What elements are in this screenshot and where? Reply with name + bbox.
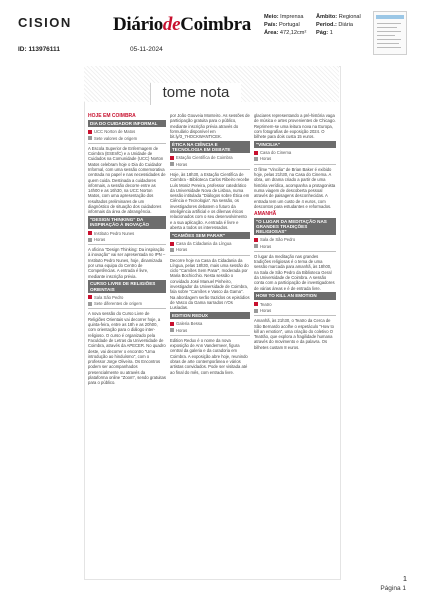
clock-icon [254,157,258,161]
venue-label: Sala São Pedro [94,294,124,300]
headline-religioes: CURSO LIVRE DE RELIGIÕES ORIENTAIS [88,280,166,292]
venue-label: Galeria Bessa [176,321,203,327]
time-label: Horas [260,307,272,313]
time-label: Horas [176,327,188,333]
ambito-value: Regional [338,14,361,20]
divider [254,164,336,165]
period-value: Diária [338,22,354,29]
venue-label: UCC Norton de Matos [94,129,136,135]
area-label: Área: [264,30,279,37]
page-thumbnail[interactable] [373,11,407,55]
meio-value: Imprensa [280,14,304,20]
venue-icon [88,295,92,299]
article-text: Decorre hoje na Casa da Cidadania da Língua, pelas 18h30, mais uma sessão do ciclo "Camões Sem Parar", moderada por Maria Bochicchio. Nesta sessão o convidado José Manuel Pinheiro, investigador da Universidade de Coimbra, fala sobre "Camões e Vasco da Gama". Na abordagem serão trazidos os episódios de Vasco da Gama narrados n'Os Lusíadas. [170,257,250,311]
publication-date: 05-11-2024 [130,46,163,53]
meta-right [316,13,361,38]
logo-word-diario: Diário [113,14,163,35]
divider [88,143,166,144]
time-label: Horas [260,243,272,249]
period-label: Period.: [316,22,337,29]
clock-icon [170,248,174,252]
venue-tag [88,129,166,134]
venue-tag [88,231,166,236]
time-tag [170,247,250,252]
venue-tag [254,302,336,307]
ambito-label: Âmbito: [316,14,338,20]
article-text: A nova sessão do Curso Livre de Religiões Orientais vai decorrer hoje, a quinta-feira, entre as 18h e as 20h00, com orientação para o diálogo inter-religioso. O curso é organizado pela Faculdade de Letras da Universidade de Coimbra, através da APECER. No quadro deste, vai decorrer o encontro "Uma introdução ao hinduísmo", com o professor Jorge Oliveira. Os Encontros podem ser acompanhados presencialmente ou através da plataforma online "Zoom", sendo gratuitas para o público. [88,311,166,386]
article-text: A oficina "Design Thinking: Da inspiração à inovação" vai ser apresentada no IPN – Instituto Pedro Nunes, hoje, dinamizada por uma equipa do Centro de Competências. A entrada é livre, mediante inscrição prévia. [88,247,166,279]
time-tag [170,162,250,167]
time-label: Horas [176,161,188,167]
divider [254,315,336,316]
venue-icon [88,231,92,235]
headline-design-thinking: "DESIGN THINKING" DA INSPIRAÇÃO À INOVAÇÃO [88,216,166,228]
headline-etica: ÉTICA NA CIÊNCIA E TECNOLOGIA EM DEBATE [170,141,250,153]
headline-vincilia: "VINCILIA" [254,141,336,148]
venue-label: Casa da Cidadania da Língua [176,240,232,246]
section-amanha: AMANHÃ [254,210,277,217]
venue-icon [170,322,174,326]
article-text: Hoje, às 18h30, a Estação Científica de Coimbra - Biblioteca Carlos Ribeiro recebe Luís Moniz Pereira, professor catedrático da Universidade Nova de Lisboa, numa sessão intitulada "Diálogos sobre Ética em Ciência e Tecnologia". Na sessão, os investigadores debatem o futuro da inteligência artificial e os dilemas éticos relacionados com o seu desenvolvimento e a sua aplicação. A entrada é livre e aberta a todos os interessados. [170,171,250,230]
headline-edition-redux: EDITION REDUX [170,312,250,319]
venue-icon [254,151,258,155]
area-value: 472,12cm² [279,30,307,37]
headline-how-to-kill: HOW TO KILL AN EMOTION [254,292,336,299]
time-tag [254,244,336,249]
article-text: O filme "Vincilia" de Brian Baker é exibido hoje, pelas 21h30, na Casa do Cinema. A obra, um drama criado a partir de uma história verídica, acompanha a protagonista numa viagem de descoberta pessoal através de paisagens desconhecidas. A entrada tem um custo de 4 euros, com descontos para estudantes e reformados. [254,166,336,209]
venue-tag [170,321,250,326]
time-tag [88,136,166,141]
newspaper-logo [113,14,251,36]
venue-label: Sala de São Pedro [260,237,296,243]
venue-tag [254,150,336,155]
time-label: Horas [94,236,106,242]
column-3 [254,113,336,352]
time-label: Horas [260,156,272,162]
time-tag [88,237,166,242]
divider [88,244,166,245]
clock-icon [88,136,92,140]
column-1 [88,113,166,387]
article-text: A Escola Superior de Enfermagem de Coimbra (ESEnfC) e a Unidade de Cuidados na Comunidade (UCC) Norton Matos celebram hoje o Dia do Cuidador Informal, com uma sessão comemorativa centrada no papel e nas necessidades de quem cuida. Destinada a cuidadores informais, a sessão decorre entre as 14h00 e as 16h30, na UCC Norton Matos, com uma apresentação dos resultados preliminares de um diagnóstico de situação dos cuidadores informais da área de abrangência. [88,145,166,215]
venue-label: Instituto Pedro Nunes [94,230,135,236]
clock-icon [170,162,174,166]
pag-value: 1 [329,30,333,37]
article-text: Edition Redux é o nome da nova exposição de Ann Vandermeer, figura central da galeria e da curadoria em Coimbra. A exposição abre hoje, reunindo obras de arte contemporânea e vários artistas convidados. Pode ser visitada até ao final do mês, com entrada livre. [170,337,248,375]
venue-icon [254,238,258,242]
logo-word-coimbra: Coimbra [180,14,251,35]
time-tag [254,156,336,161]
column-2 [170,113,250,376]
time-tag [254,308,336,313]
venue-icon [254,302,258,306]
meta-left [264,13,306,38]
article-text: Amanhã, às 21h30, o Teatro da Cerca de São Bernardo acolhe o espetáculo "How to kill an emotion", uma criação do coletivo O Teatrão, que explora a fragilidade humana através do movimento e da palavra. Os bilhetes custam 8 euros. [254,318,334,350]
venue-icon [170,156,174,160]
document-id: ID: 113976111 [18,46,60,53]
section-title: tome nota [150,83,241,105]
time-label: Horas [176,247,188,253]
meio-label: Meio: [264,14,279,20]
clock-icon [254,309,258,313]
pais-label: País: [264,22,278,29]
clock-icon [88,238,92,242]
venue-tag [170,241,250,246]
time-label: Sete diferentes de origem [94,301,142,307]
pais-value: Portugal [278,22,300,29]
divider [170,169,250,170]
clock-icon [170,328,174,332]
venue-tag [254,237,336,242]
headline-cuidador: DIA DO CUIDADOR INFORMAL [88,120,166,127]
logo-word-de: de [162,14,181,35]
article-text: O lugar da meditação nas grandes tradições religiosas é o tema de uma sessão marcada para amanhã, às 18h00, na Sala de São Pedro da Biblioteca Geral da Universidade de Coimbra. A sessão conta com a participação de investigadores de várias áreas e é de entrada livre. [254,253,335,291]
divider [170,335,250,336]
divider [170,255,250,256]
headline-camoes: "CAMÕES SEM PARAR" [170,232,250,239]
page-footer-label: Página 1 [380,585,406,592]
clock-icon [88,302,92,306]
venue-icon [170,242,174,246]
section-hoje: HOJE EM COIMBRA [88,113,136,119]
page-number: 1 [402,574,407,583]
article-text: glaciares representando a pré-história vaga de música e artes provenientes de Chicago. Reprimem-se uma leitura nova na Europa, com fotografias de exposição 2024. O bilhete para dois custa 15 euros. [254,113,336,140]
venue-label: Estação Científica de Coimbra [176,155,233,161]
article-text: por João Gouveia Monteiro. As sessões de participação gratuita para o público, mediante inscrição prévia através do formulário disponível em bit.ly/3_7HOCKWANTICEK. [170,113,250,140]
headline-meditacao: "O LUGAR DA MEDITAÇÃO NAS GRANDES TRADIÇÕES RELIGIOSAS" [254,218,336,236]
venue-icon [88,130,92,134]
time-label: Sete valores de origem [94,135,138,141]
divider [88,308,166,309]
venue-tag [88,295,166,300]
time-tag [88,301,166,306]
venue-label: Casa do Cinema [260,150,292,156]
pag-label: Pág: [316,30,329,37]
cision-logo: CISION [18,15,72,30]
venue-label: Teatro [260,301,272,307]
divider [254,251,336,252]
clock-icon [254,244,258,248]
time-tag [170,328,250,333]
venue-tag [170,155,250,160]
